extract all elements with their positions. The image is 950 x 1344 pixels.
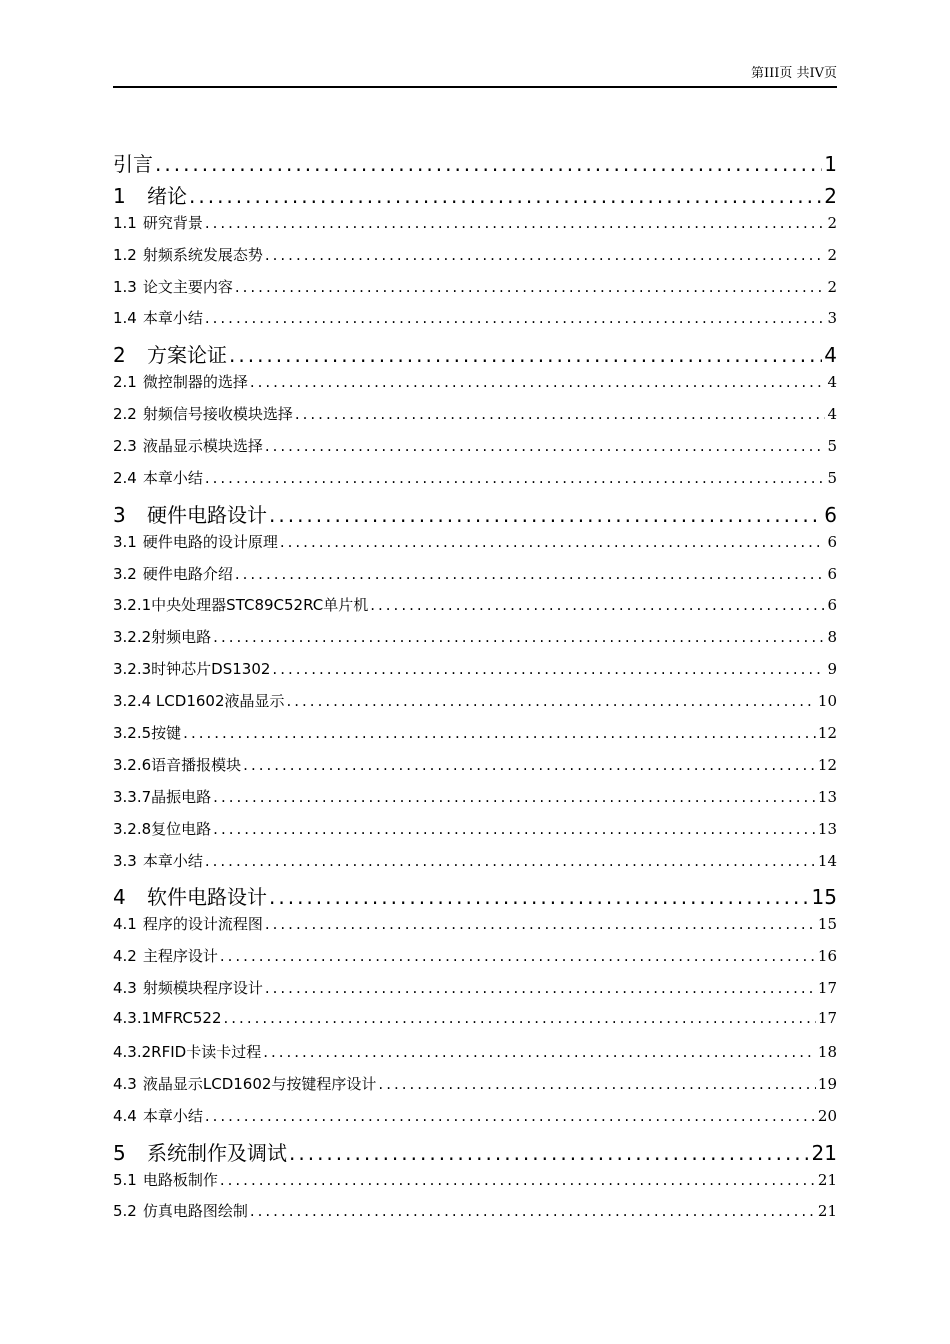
toc-entry-title: 3.3.7晶振电路 — [113, 787, 212, 806]
toc-entry-title: 电路板制作 — [142, 1170, 218, 1189]
toc-entry[interactable] — [113, 1169, 837, 1201]
toc-entry-page-number: 14 — [817, 851, 837, 870]
dot-leader — [220, 947, 816, 965]
dot-leader — [213, 820, 816, 838]
toc-entry-title: 3.2.2射频电路 — [113, 628, 212, 647]
toc-entry[interactable] — [113, 499, 837, 531]
toc-entry[interactable] — [113, 371, 837, 403]
dot-leader — [263, 1043, 816, 1061]
dot-leader — [265, 437, 826, 455]
toc-entry[interactable] — [113, 307, 837, 339]
toc-entry-title: 3.2.4 LCD1602液晶显示 — [113, 692, 285, 711]
toc-entry-page-number: 15 — [817, 915, 837, 934]
toc-entry[interactable] — [113, 148, 837, 180]
toc-entry-title: 射频模块程序设计 — [142, 979, 263, 998]
toc-entry-title: 3.2.5按键 — [113, 724, 182, 743]
dot-leader — [265, 979, 816, 997]
toc-entry-title: 系统制作及调试 — [147, 1140, 287, 1165]
dot-leader — [272, 660, 825, 678]
toc-entry[interactable] — [113, 212, 837, 244]
toc-entry-page-number: 6 — [827, 564, 837, 583]
toc-entry[interactable] — [113, 1137, 837, 1169]
toc-entry[interactable] — [113, 1200, 837, 1232]
dot-leader — [287, 692, 816, 710]
dot-leader — [265, 915, 816, 933]
toc-entry[interactable] — [113, 977, 837, 1009]
toc-entry-number: 4.2 — [113, 947, 137, 966]
toc-entry-page-number: 4 — [824, 343, 837, 368]
toc-entry-title: 硬件电路设计 — [147, 502, 267, 527]
toc-entry[interactable] — [113, 945, 837, 977]
toc-entry-number: 5.1 — [113, 1170, 137, 1189]
toc-entry-page-number: 17 — [817, 979, 837, 998]
toc-entry[interactable] — [113, 690, 837, 722]
toc-entry-number: 2.3 — [113, 437, 137, 456]
dot-leader — [289, 1141, 810, 1165]
toc-entry-title: 本章小结 — [142, 468, 203, 487]
toc-entry-title: 仿真电路图绘制 — [142, 1202, 248, 1221]
toc-entry[interactable] — [113, 403, 837, 435]
dot-leader — [155, 152, 822, 176]
toc-entry[interactable] — [113, 913, 837, 945]
dot-leader — [205, 1107, 816, 1125]
dot-leader — [220, 1171, 816, 1189]
toc-entry-number: 1.3 — [113, 277, 137, 296]
toc-entry-number: 2.2 — [113, 405, 137, 424]
dot-leader — [378, 1075, 815, 1093]
toc-entry-number: 5.2 — [113, 1202, 137, 1221]
dot-leader — [370, 596, 825, 614]
toc-entry-title: 研究背景 — [142, 213, 203, 232]
toc-entry[interactable] — [113, 339, 837, 371]
toc-entry-number: 2.1 — [113, 373, 137, 392]
toc-entry-page-number: 1 — [824, 152, 837, 176]
header-rule — [113, 86, 837, 88]
toc-entry-page-number: 2 — [824, 183, 837, 208]
toc-entry-title: 软件电路设计 — [147, 885, 267, 910]
toc-entry-title: 3.2.8复位电路 — [113, 819, 212, 838]
toc-entry[interactable] — [113, 1041, 837, 1073]
toc-entry-number: 4.4 — [113, 1106, 137, 1125]
toc-entry[interactable] — [113, 881, 837, 913]
toc-entry[interactable] — [113, 435, 837, 467]
toc-entry-page-number: 21 — [817, 1202, 837, 1221]
toc-entry-number: 2.4 — [113, 468, 137, 487]
toc-entry-title: 主程序设计 — [142, 947, 218, 966]
dot-leader — [265, 246, 826, 264]
toc-entry-number: 4.3 — [113, 979, 137, 998]
dot-leader — [183, 724, 816, 742]
toc-entry-page-number: 12 — [817, 724, 837, 743]
toc-entry-number: 1.4 — [113, 309, 137, 328]
dot-leader — [189, 184, 822, 208]
toc-entry-number: 5 — [113, 1140, 126, 1165]
toc-entry[interactable] — [113, 563, 837, 595]
toc-entry-page-number: 6 — [827, 532, 837, 551]
toc-entry-title: 方案论证 — [147, 343, 227, 368]
dot-leader — [295, 405, 826, 423]
toc-entry-title: 本章小结 — [142, 851, 203, 870]
toc-entry-number: 3.2 — [113, 564, 137, 583]
toc-entry[interactable] — [113, 1009, 837, 1041]
page-header — [113, 62, 837, 86]
toc-entry-page-number: 9 — [827, 660, 837, 679]
toc-entry-title: 3.2.3时钟芯片DS1302 — [113, 660, 271, 679]
dot-leader — [205, 852, 816, 870]
toc-entry-page-number: 2 — [827, 213, 837, 232]
toc-entry-title: 程序的设计流程图 — [142, 915, 263, 934]
toc-entry[interactable] — [113, 594, 837, 626]
toc-entry-number: 1.1 — [113, 213, 137, 232]
toc-entry-page-number: 19 — [817, 1074, 837, 1093]
toc-entry[interactable] — [113, 786, 837, 818]
toc-entry-title: 硬件电路介绍 — [142, 564, 233, 583]
toc-entry[interactable] — [113, 722, 837, 754]
toc-entry-number: 4.3 — [113, 1074, 137, 1093]
toc-entry-page-number: 17 — [817, 1009, 837, 1028]
toc-entry-number: 1.2 — [113, 245, 137, 264]
toc-entry-number: 4 — [113, 885, 126, 910]
toc-entry-title: 硬件电路的设计原理 — [142, 532, 278, 551]
toc-entry-page-number: 2 — [827, 277, 837, 296]
toc-entry-title: 绪论 — [147, 183, 187, 208]
dot-leader — [235, 278, 826, 296]
dot-leader — [243, 756, 816, 774]
toc-entry-page-number: 8 — [827, 628, 837, 647]
toc-entry-title: 4.3.1MFRC522 — [113, 1009, 222, 1028]
toc-entry-page-number: 21 — [811, 1140, 837, 1165]
toc-entry-page-number: 21 — [817, 1170, 837, 1189]
toc-entry[interactable] — [113, 531, 837, 563]
toc-entry-number: 3 — [113, 502, 126, 527]
toc-entry[interactable] — [113, 276, 837, 308]
toc-entry-title: 射频系统发展态势 — [142, 245, 263, 264]
dot-leader — [269, 503, 822, 527]
dot-leader — [213, 788, 816, 806]
dot-leader — [205, 469, 826, 487]
toc-entry-page-number: 16 — [817, 947, 837, 966]
toc-entry-number: 3.3 — [113, 851, 137, 870]
table-of-contents — [113, 148, 837, 1232]
toc-entry[interactable] — [113, 1105, 837, 1137]
toc-entry-title: 3.2.1中央处理器STC89C52RC单片机 — [113, 596, 369, 615]
toc-entry-page-number: 10 — [817, 692, 837, 711]
toc-entry[interactable] — [113, 626, 837, 658]
toc-entry[interactable] — [113, 467, 837, 499]
toc-entry-page-number: 4 — [827, 405, 837, 424]
dot-leader — [250, 1202, 816, 1220]
toc-entry-title: 液晶显示LCD1602与按键程序设计 — [142, 1074, 377, 1093]
toc-entry-page-number: 2 — [827, 245, 837, 264]
toc-entry[interactable] — [113, 244, 837, 276]
dot-leader — [235, 565, 826, 583]
toc-entry-page-number: 6 — [827, 596, 837, 615]
toc-entry-title: 本章小结 — [142, 1106, 203, 1125]
toc-entry-number: 4.1 — [113, 915, 137, 934]
toc-entry[interactable] — [113, 850, 837, 882]
toc-entry-page-number: 5 — [827, 437, 837, 456]
dot-leader — [250, 373, 826, 391]
toc-entry-title: 液晶显示模块选择 — [142, 437, 263, 456]
toc-entry-page-number: 5 — [827, 468, 837, 487]
dot-leader — [205, 214, 826, 232]
toc-entry-page-number: 18 — [817, 1042, 837, 1061]
toc-entry-title: 本章小结 — [142, 309, 203, 328]
toc-entry-title: 论文主要内容 — [142, 277, 233, 296]
toc-entry-page-number: 20 — [817, 1106, 837, 1125]
toc-entry-title: 3.2.6语音播报模块 — [113, 755, 242, 774]
toc-entry[interactable] — [113, 658, 837, 690]
dot-leader — [280, 533, 826, 551]
dot-leader — [213, 628, 825, 646]
toc-entry-page-number: 13 — [817, 819, 837, 838]
toc-entry-title: 射频信号接收模块选择 — [142, 405, 293, 424]
toc-entry[interactable] — [113, 818, 837, 850]
toc-entry-page-number: 15 — [811, 885, 837, 910]
toc-entry-title: 4.3.2RFID卡读卡过程 — [113, 1042, 262, 1061]
toc-entry-page-number: 12 — [817, 755, 837, 774]
toc-entry[interactable] — [113, 754, 837, 786]
toc-entry-page-number: 3 — [827, 309, 837, 328]
toc-entry-title: 微控制器的选择 — [142, 373, 248, 392]
toc-entry-number: 1 — [113, 183, 126, 208]
toc-entry-page-number: 4 — [827, 373, 837, 392]
toc-entry[interactable] — [113, 1073, 837, 1105]
toc-entry-page-number: 6 — [824, 502, 837, 527]
toc-entry-page-number: 13 — [817, 787, 837, 806]
toc-entry[interactable] — [113, 180, 837, 212]
dot-leader — [224, 1009, 816, 1027]
toc-entry-number: 3.1 — [113, 532, 137, 551]
toc-entry-title: 引言 — [113, 152, 153, 176]
dot-leader — [269, 885, 810, 909]
toc-entry-number: 2 — [113, 343, 126, 368]
page-info: 第III页 共IV页 — [750, 66, 837, 81]
dot-leader — [229, 343, 822, 367]
dot-leader — [205, 309, 826, 327]
